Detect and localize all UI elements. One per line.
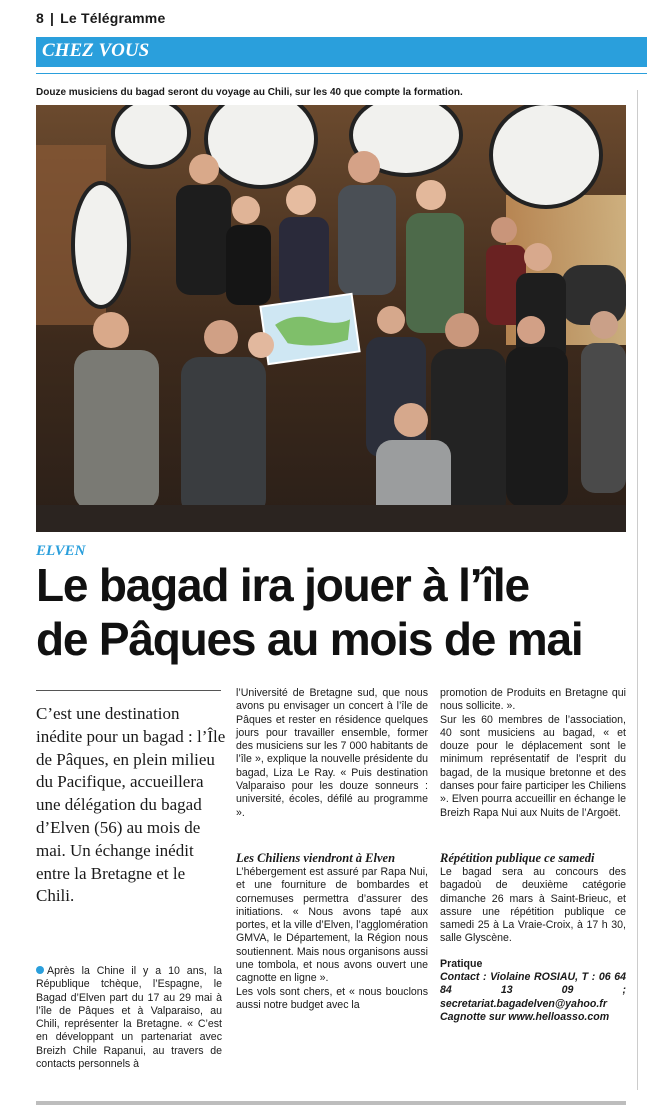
column-2-paragraph-2: L’hébergement est assuré par Rapa Nui, et une fourniture de bombardes et cornemuses permettra d’assurer des initiations. « Nous avons tapé aux portes, et la ville d’Elven, l’agglomération GMVA, le Département, la Région nous soutiennent. Mais nous organisons aussi une tombola, et nous avons ouvert une cagnotte en ligne ». <box>236 865 428 985</box>
page-header <box>36 10 165 26</box>
section-label: CHEZ VOUS <box>42 40 150 61</box>
column-3-paragraph-2: Sur les 60 membres de l’association, 40 sont musiciens au bagad, « et douze pour le déplacement sont le minimum représentatif de l’esprit du bagad, de la musique bretonne et des danses pour faire participer les Chiliens ». Elven pourra accueillir en échange le Breizh Rapa Nui aux Nuits de l’Argoët. <box>440 713 626 819</box>
column-3-paragraph-1: promotion de Produits en Bretagne qui nous sollicite. ». <box>440 687 626 713</box>
article-lead: C’est une destination inédite pour un bagad : l’Île de Pâques, en plein milieu du Pacifique, accueillera une délégation du bagad d’Elven (56) au mois de mai. Un échange inédit entre la Bretagne et le Chili. <box>36 704 226 906</box>
pratique-label: Pratique <box>440 957 483 970</box>
page-number: 8 <box>36 10 44 26</box>
lead-rule <box>36 690 221 691</box>
headline-line-1: Le bagad ira jouer à l’île <box>36 559 529 611</box>
headline-line-2: de Pâques au mois de mai <box>36 613 583 665</box>
pratique-cagnotte: Cagnotte sur www.helloasso.com <box>440 1010 610 1023</box>
subhead-repetition: Répétition publique ce samedi <box>440 850 595 865</box>
column-3-paragraph-3: Le bagad sera au concours des bagadoù de deuxième catégorie dimanche 26 mars à Saint-Brieuc, et assure une répétition publique ce samedi 25 à La Vraie-Croix, à 17 h 30, salle Glyscène. <box>440 865 626 945</box>
group-photo <box>36 105 626 532</box>
bottom-rule <box>36 1101 626 1105</box>
subhead-chiliens: Les Chiliens viendront à Elven <box>236 850 396 865</box>
pratique-contact: Contact : Violaine ROSIAU, T : 06 64 84 13 09 ; secretariat.bagadelven@yahoo.fr <box>440 971 626 1010</box>
column-1-text: Après la Chine il y a 10 ans, la République tchèque, l’Espagne, le Bagad d’Elven part du 17 au 29 mai à l’île de Pâques et à Valparaiso, au Chili, représenter la Bretagne. « C’est en développant un partenariat avec Breizh Chile Rapanui, au travers de contacts personnels à <box>36 965 222 1071</box>
publication-name: Le Télégramme <box>60 10 166 26</box>
article-headline <box>36 558 636 666</box>
column-divider <box>637 90 638 1090</box>
column-2-paragraph-1: l’Université de Bretagne sud, que nous avons pu envisager un concert à l’île de Pâques et rester en résidence quelques jours pour travailler ensemble, former des musiciens sur les 7 000 habitants de l’île », explique la nouvelle présidente du bagad, Liza Le Ray. « Puis destination Valparaiso pour les douze sonneurs : université, écoles, défilé au programme ». <box>236 687 428 819</box>
column-2-paragraph-3: Les vols sont chers, et « nous bouclons aussi notre budget avec la <box>236 985 428 1011</box>
article-kicker: ELVEN <box>36 543 86 559</box>
header-separator: | <box>50 10 55 26</box>
circle-bullet-icon <box>36 966 44 974</box>
article-column-2 <box>236 687 428 1012</box>
section-rule <box>36 73 647 74</box>
section-banner <box>36 37 647 67</box>
photo-caption: Douze musiciens du bagad seront du voyage au Chili, sur les 40 que compte la formation. <box>36 87 463 98</box>
article-column-3 <box>440 687 626 1024</box>
article-column-1 <box>36 965 222 1071</box>
